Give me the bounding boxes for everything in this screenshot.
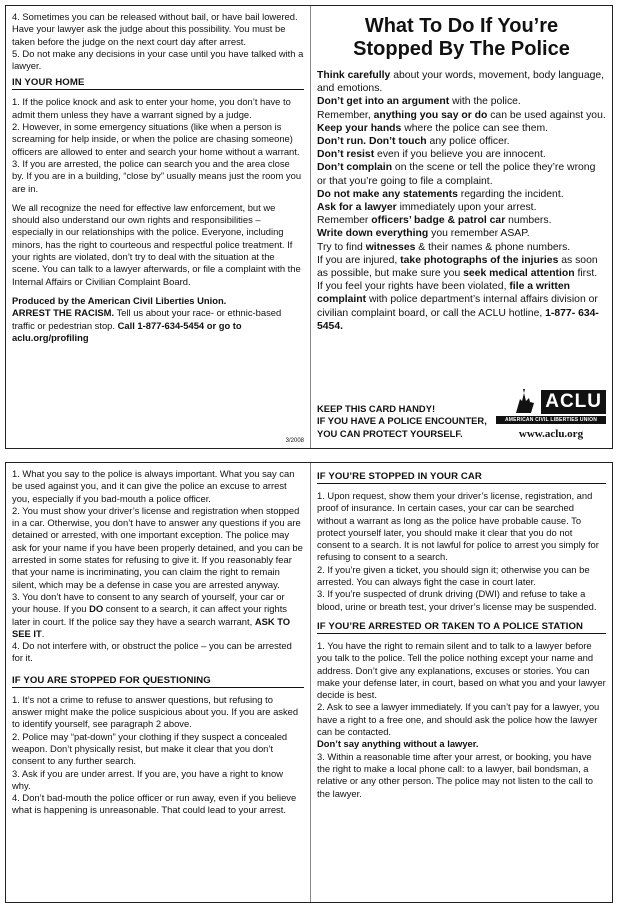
tip-hands: Keep your hands where the police can see them.	[317, 122, 549, 134]
home-item-1: 1. If the police knock and ask to enter your home, you don’t have to admit them unless they have a warrant signed by a judge.	[12, 96, 291, 120]
tip-argue: Don’t get into an argument with the police.	[317, 96, 521, 108]
aclu-website-link[interactable]: www.aclu.org	[518, 428, 584, 440]
section-heading-car: IF YOU’RE STOPPED IN YOUR CAR	[317, 471, 606, 484]
statue-of-liberty-icon	[512, 389, 538, 415]
questioning-item-4: 4. Don’t bad-mouth the police officer or run away, even if you believe what is happening is unreasonable. That could lead to your arrest.	[12, 792, 297, 816]
call-number: Call 1-877-634-5454	[117, 319, 205, 331]
tip-violated: If you feel your rights have been violated, file a written complaint with police department’s internal affairs division or civilian complaint board, or call the ACLU hotline, 1-877- 634-5454.	[317, 281, 599, 332]
card2-right-column	[310, 463, 612, 902]
car-item-1: 1. Upon request, show them your driver’s license, registration, and proof of insurance. In certain cases, your car can be searched without a warrant as long as the police have probable cause. To protect yourself later, you should make it clear that you do not consent to a search. It is not lawful for police to arrest you simply for refusing to consent to a search.	[317, 490, 599, 563]
section-heading-arrested: IF YOU’RE ARRESTED OR TAKEN TO A POLICE STATION	[317, 621, 606, 634]
home-item-2: 2. However, in some emergency situations (like when a person is screaming for help inside, or when the police are chasing someone) officers are allowed to enter and search your home without a warrant.	[12, 121, 300, 157]
produced-by: Produced by the American Civil Liberties Union.	[12, 294, 227, 306]
card2-left-column	[6, 463, 310, 902]
card-front	[5, 5, 613, 449]
questioning-item-2: 2. Police may “pat-down” your clothing if they suspect a concealed weapon. Don’t physically resist, but make it clear that you don’t consent to any further search.	[12, 730, 288, 767]
rights-item-3: 3. You don’t have to consent to any search of yourself, your car or your house. If you DO consent to a search, it can affect your rights later in court. If the police say they have a search warrant, ASK TO SEE IT.	[12, 590, 291, 639]
card-back	[5, 462, 613, 903]
tip-run: Don’t run. Don’t touch any police officer.	[317, 136, 510, 148]
profiling-link[interactable]: or go to aclu.org/profiling	[12, 319, 242, 343]
car-item-2: 2. If you’re given a ticket, you should sign it; otherwise you can be arrested. You can always fight the case in court later.	[317, 563, 590, 588]
tip-remember: Remember, anything you say or do can be used against you.	[317, 109, 606, 121]
card1-left-column	[6, 6, 310, 448]
arrested-item-2: 2. Ask to see a lawyer immediately. If you can’t pay for a lawyer, you have a right to a free one, and should ask the police how the lawyer can be contacted.	[317, 701, 600, 738]
rights-item-2: 2. You must show your driver’s license and registration when stopped in a car. Otherwise, you don’t have to answer any questions if you are detained or arrested, with one important exception. The police may ask for your name if you have been properly detained, and you can be arrested in some states for refusing to give it. If you reasonably fear that your name is incriminating, you can claim the right to remain silent, which may be a defense in case you are arrested anyway.	[12, 504, 303, 590]
card-title: What To Do If You’re Stopped By The Police	[353, 15, 570, 60]
profiling-notice: ARREST THE RACISM. Tell us about your race- or ethnic-based traffic or pedestrian stop. Call 1-877-634-5454 or go to aclu.org/profiling	[12, 307, 282, 343]
car-item-3: 3. If you’re suspected of drunk driving (DWI) and refuse to take a blood, urine or breath test, your driver’s license may be suspended.	[317, 588, 597, 612]
aclu-logo-subtitle: AMERICAN CIVIL LIBERTIES UNION	[496, 416, 606, 424]
paragraph-bail: 4. Sometimes you can be released without bail, or have bail lowered. Have your lawyer ask the judge about this possibility. You must be taken before the judge on the next court day after arrest.	[12, 11, 298, 47]
arrest-racism: ARREST THE RACISM.	[12, 307, 115, 319]
tip-write: Write down everything you remember ASAP.	[317, 228, 530, 240]
tip-complain: Don’t complain on the scene or tell the police they’re wrong or that you’re going to file a complaint.	[317, 162, 596, 187]
tip-witness: Try to find witnesses & their names & phone numbers.	[317, 241, 571, 253]
questioning-item-1: 1. It’s not a crime to refuse to answer questions, but refusing to answer might make the police suspicious about you. If you are asked to identify yourself, see paragraph 2 above.	[12, 693, 299, 730]
tip-resist: Don’t resist even if you believe you are innocent.	[317, 149, 546, 161]
print-date: 3/2008	[285, 438, 304, 444]
arrested-bold-note: Don’t say anything without a lawyer.	[317, 738, 479, 750]
home-item-3: 3. If you are arrested, the police can search you and the area close by. If you are in a building, “close by” usually means just the room you are in.	[12, 157, 302, 194]
section-heading-questioning: IF YOU ARE STOPPED FOR QUESTIONING	[12, 675, 304, 688]
paragraph-decisions: 5. Do not make any decisions in your case until you have talked with a lawyer.	[12, 47, 304, 72]
tip-statements: Do not make any statements regarding the incident.	[317, 188, 564, 200]
aclu-logo-block	[496, 389, 606, 440]
rights-item-1: 1. What you say to the police is always important. What you say can be used against you, and it can give the police an excuse to arrest you, especially if you bad-mouth a police officer.	[12, 468, 295, 504]
arrested-item-1: 1. You have the right to remain silent and to talk to a lawyer before you talk to the police. Tell the police nothing except your name and address. Don’t give any explanations, excuses or stories. You can make your defense later, in court, based on what you and your lawyer decide is best.	[317, 639, 606, 701]
footer-slogan: KEEP THIS CARD HANDY! IF YOU HAVE A POLICE ENCOUNTER, YOU CAN PROTECT YOURSELF.	[317, 402, 487, 439]
card1-right-column	[310, 6, 612, 448]
rights-item-4: 4. Do not interfere with, or obstruct the police – you can be arrested for it.	[12, 640, 292, 664]
tip-injured: If you are injured, take photographs of the injuries as soon as possible, but make sure you seek medical attention first.	[317, 254, 598, 280]
closing-paragraph: We all recognize the need for effective law enforcement, but we should also understand our own rights and responsibilities – especially in our relationships with the police. Everyone, including minors, has the right to courteous and respectful police treatment. If your rights are violated, don’t try to deal with the situation at the scene. You can talk to a lawyer afterwards, or file a complaint with the Internal Affairs or Civilian Complaint Board.	[12, 201, 301, 287]
aclu-logo-text: ACLU	[541, 390, 606, 414]
card-footer	[317, 391, 606, 441]
section-heading-home: IN YOUR HOME	[12, 77, 304, 90]
arrested-item-3: 3. Within a reasonable time after your arrest, or booking, you have the right to make a local phone call: to a lawyer, bail bondsman, a relative or any other person. The police may not listen to the call to the lawyer.	[317, 750, 594, 799]
questioning-item-3: 3. Ask if you are under arrest. If you are, you have a right to know why.	[12, 767, 283, 791]
tip-think: Think carefully about your words, movement, body language, and emotions.	[317, 70, 605, 95]
tip-badge: Remember officers’ badge & patrol car numbers.	[317, 215, 552, 227]
tip-lawyer: Ask for a lawyer immediately upon your arrest.	[317, 202, 537, 214]
